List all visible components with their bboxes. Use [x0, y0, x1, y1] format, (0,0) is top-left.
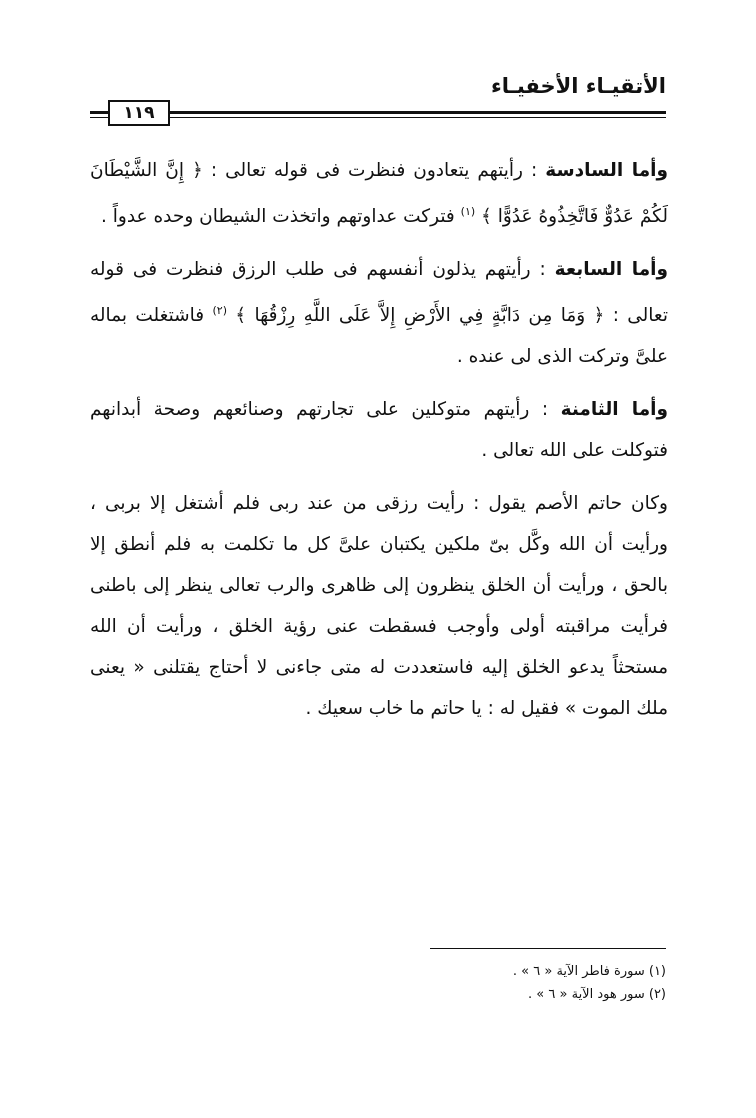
quran-verse: إِنَّ الشَّيْطَانَ لَكُمْ عَدُوٌّ فَاتَّخِذُوهُ عَدُوًّا	[90, 160, 668, 228]
paragraph-seventh	[90, 249, 668, 377]
footnote-ref: (١)	[460, 205, 476, 218]
footnotes	[366, 960, 666, 1006]
paragraph-text: وكان حاتم الأصم يقول : رأيت رزقى من عند ربى فلم أشتغل إلا بربى ، ورأيت أن الله وكَّل بىّ ملكين يكتبان علىَّ كل ما تكلمت به فلم أنطق إلا بالحق ، ورأيت أن الخلق ينظرون إلى ظاهرى والرب تعالى ينظر إلى باطنى فرأيت مراقبته أولى وأوجب فسقطت عنى رؤية الخلق ، ورأيت أن الله مستحثاً يدعو الخلق إليه فاستعددت له متى جاءنى لا أحتاج يقتلنى « يعنى ملك الموت » فقيل له : يا حاتم ما خاب سعيك .	[90, 493, 668, 720]
paragraph-text: فاشتغلت بماله علىَّ وتركت الذى لى عنده .	[90, 305, 668, 368]
footnote-separator	[430, 948, 666, 949]
main-text	[90, 150, 668, 741]
paragraph-text: ﴾	[475, 206, 498, 228]
paragraph-text: : رأيتهم يذلون أنفسهم فى طلب الرزق فنظرت فى قوله تعالى : ﴿	[90, 259, 669, 327]
footnote-ref: (٢)	[212, 304, 227, 318]
paragraph-sixth	[90, 150, 668, 237]
footnote-2: (٢) سور هود الآية « ٦ » .	[528, 987, 666, 1002]
running-title: الأتقيـاء الأخفيـاء	[491, 74, 666, 98]
paragraph-lead: وأما الثامنة	[560, 399, 668, 421]
header-rule-thin	[90, 117, 666, 118]
page-number: ١١٩	[108, 100, 170, 126]
footnote-1: (١) سورة فاطر الآية « ٦ » .	[512, 964, 666, 979]
paragraph-eighth	[90, 389, 668, 471]
page-header	[90, 70, 666, 130]
paragraph-hatim	[90, 483, 668, 729]
paragraph-text: ﴾	[226, 305, 255, 327]
paragraph-text: : رأيتهم يتعادون فنظرت فى قوله تعالى : ﴿	[184, 160, 546, 181]
header-rule-thick	[90, 111, 666, 114]
paragraph-text: : رأيتهم متوكلين على تجارتهم وصنائعهم وصحة أبدانهم فتوكلت على الله تعالى .	[90, 399, 668, 462]
paragraph-lead: وأما السابعة	[554, 259, 668, 281]
paragraph-lead: وأما السادسة	[545, 160, 668, 181]
quran-verse: وَمَا مِن دَابَّةٍ فِي الأَرْضِ إِلاَّ عَلَى اللَّهِ رِزْقُهَا	[254, 305, 586, 327]
paragraph-text: فتركت عداوتهم واتخذت الشيطان وحده عدواً .	[101, 206, 461, 228]
